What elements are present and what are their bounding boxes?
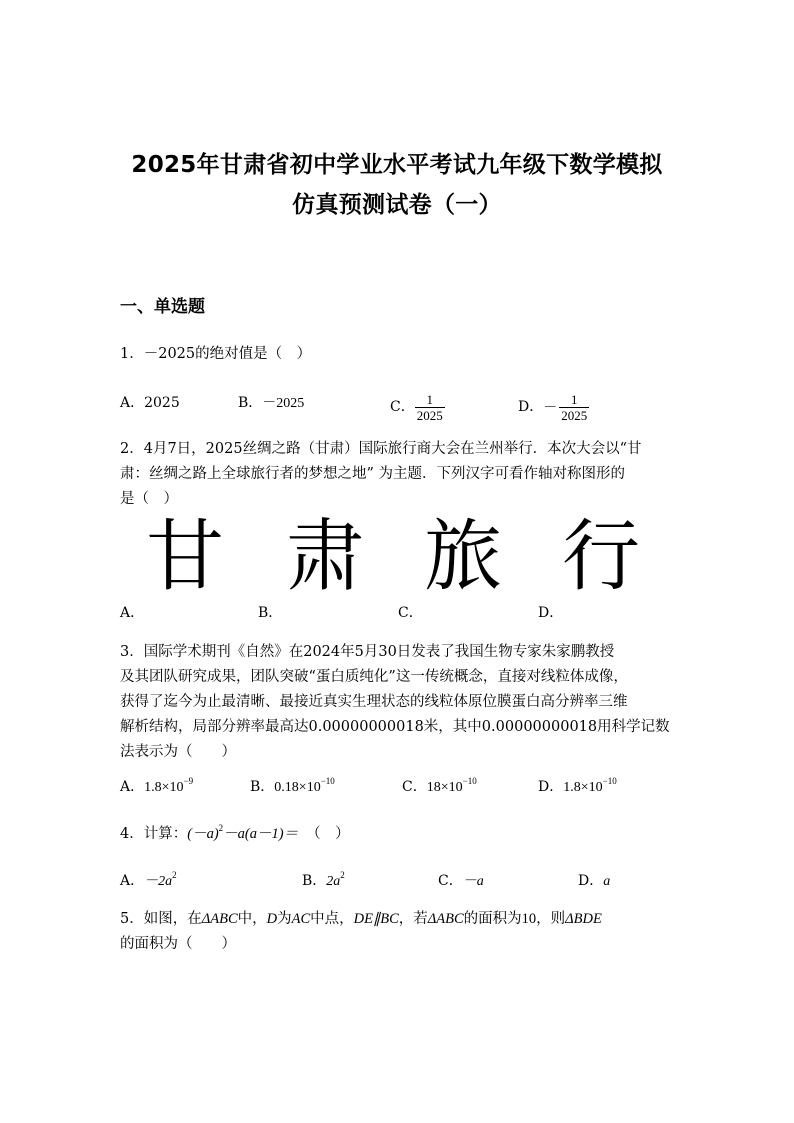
section-heading: 一、单选题 xyxy=(120,297,205,317)
q3-option-b: B．$0.18\times 10^{-10}$ xyxy=(250,776,335,795)
q2-glyph-b: 肃 xyxy=(286,512,365,602)
q1-stem: 1．－2025的绝对值是（ ） xyxy=(120,346,312,362)
q2-option-b-label: B． xyxy=(258,605,283,621)
q1-option-d-sign: － xyxy=(543,401,558,416)
q2-glyph-c: 旅 xyxy=(424,512,503,602)
q5-stem-line1: 5．如图，在ΔABC中，D为AC中点，DE∥BC，若ΔABC的面积为10，则ΔBDE xyxy=(120,911,602,927)
q1-option-a: A．2025 xyxy=(120,395,180,411)
q2-glyph-d: 行 xyxy=(562,512,641,602)
q1-option-d-fraction: $\frac{1}{2025}$ xyxy=(561,391,588,423)
q3-stem-line2: 及其团队研究成果，团队突破“蛋白质纯化”这一传统概念，直接对线粒体成像， xyxy=(120,669,628,685)
q3-stem-line5: 法表示为（ ） xyxy=(120,744,236,760)
q3-option-a: A．$1.8\times 10^{-9}$ xyxy=(120,776,194,795)
q4-expression-part1: (－a) xyxy=(187,826,219,842)
q1-option-d-label: D． xyxy=(518,399,544,415)
q1-option-c xyxy=(390,382,445,422)
q4-option-a: A．$-2a^2$ xyxy=(120,870,177,889)
q2-stem-line3: 是（ ） xyxy=(120,491,178,507)
q1-option-c-fraction: $\frac{1}{2025}$ xyxy=(416,391,443,423)
q2-option-c-label: C． xyxy=(398,605,423,621)
q4-option-b: B．$2a^2$ xyxy=(302,870,345,889)
q4-option-d: D．a xyxy=(578,873,611,889)
q3-option-c: C．$18\times 10^{-10}$ xyxy=(402,776,477,795)
exam-title-line1: 2025年甘肃省初中学业水平考试九年级下数学模拟 xyxy=(131,152,663,178)
q5-stem-line2: 的面积为（ ） xyxy=(120,936,236,952)
q2-option-d-label: D． xyxy=(538,605,564,621)
q4-option-c: C．－a xyxy=(438,873,484,889)
q4-expression-part2: －a(a－1)＝ xyxy=(223,826,299,842)
q1-option-b-value: －2025 xyxy=(262,396,305,411)
q3-option-d: D．$1.8\times 10^{-10}$ xyxy=(538,776,617,795)
q1-option-d xyxy=(518,382,589,422)
q4-stem: 4．计算：$(-a)^2-a(a-1)=$ （ ） xyxy=(120,823,350,842)
q2-option-a-label: A． xyxy=(120,605,145,621)
q2-stem-line2: 肃：丝绸之路上全球旅行者的梦想之地” 为主题．下列汉字可看作轴对称图形的 xyxy=(120,466,626,482)
exam-title-line2: 仿真预测试卷（一） xyxy=(292,192,502,218)
q3-stem-line1: 3．国际学术期刊《自然》在2024年5月30日发表了我国生物专家朱家鹏教授 xyxy=(120,644,615,660)
q2-stem-line1: 2．4月7日，2025丝绸之路（甘肃）国际旅行商大会在兰州举行．本次大会以“甘 xyxy=(120,441,642,457)
q2-glyph-a: 甘 xyxy=(146,512,225,602)
q1-option-b xyxy=(238,392,304,412)
q3-stem-line3: 获得了迄今为止最清晰、最接近真实生理状态的线粒体原位膜蛋白高分辨率三维 xyxy=(120,694,628,710)
q1-option-b-label: B． xyxy=(238,395,263,411)
q1-option-c-label: C． xyxy=(390,399,415,415)
q3-stem-line4: 解析结构，局部分辨率最高达0.00000000018米，其中0.00000000018用科学记数 xyxy=(120,719,670,735)
